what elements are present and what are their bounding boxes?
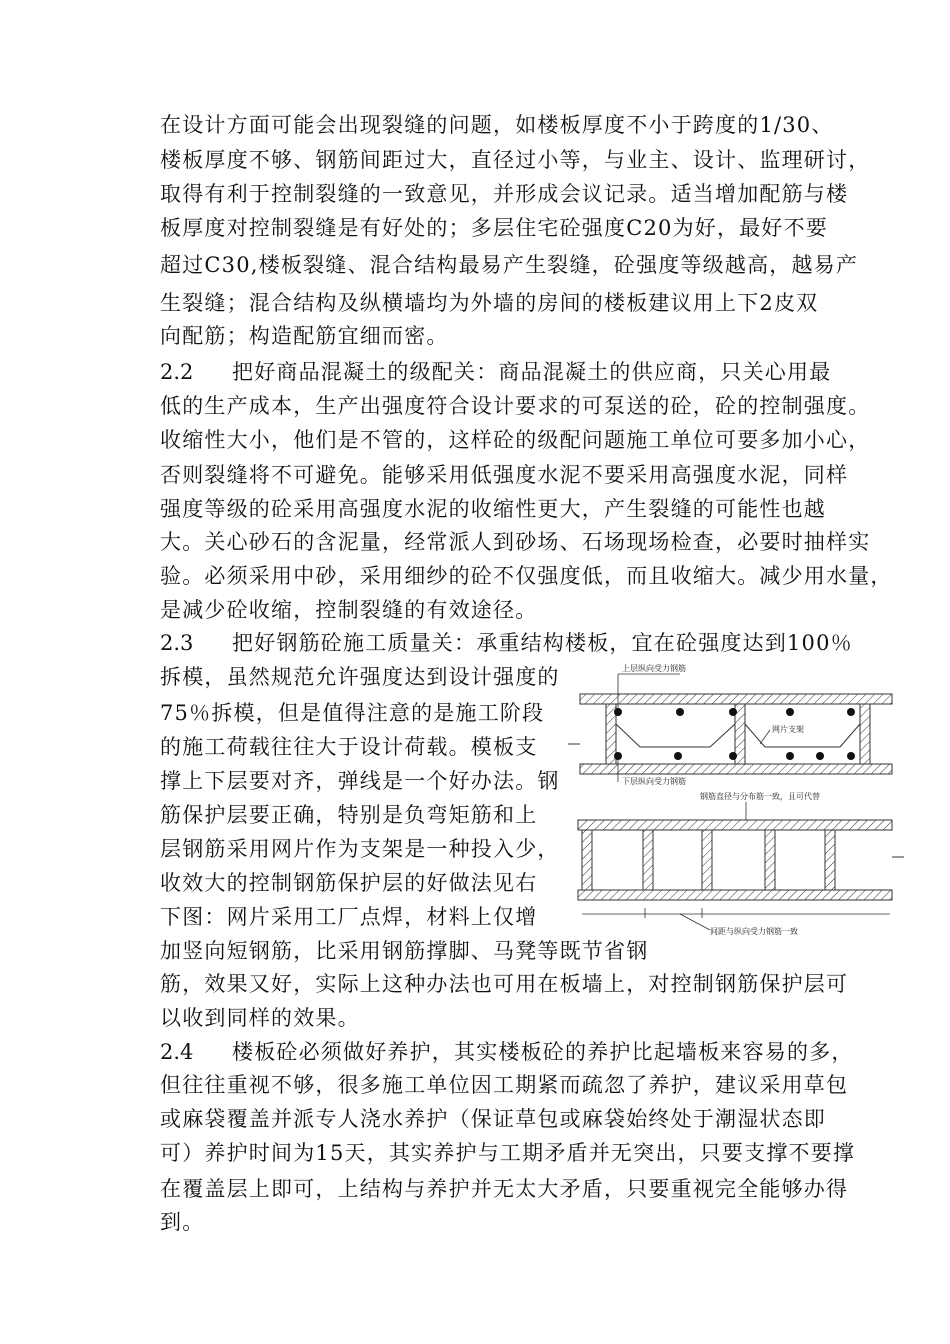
- intro-line: 生裂缝；混合结构及纵横墙均为外墙的房间的楼板建议用上下2皮双: [160, 291, 819, 315]
- intro-line: 向配筋；构造配筋宜细而密。: [160, 324, 449, 348]
- section-2-3-line: 下图：网片采用工厂点焊，材料上仅增: [160, 905, 538, 929]
- label-top-rebar: 上层纵向受力钢筋: [622, 664, 686, 673]
- intro-line: 板厚度对控制裂缝是有好处的；多层住宅砼强度C20为好，最好不要: [160, 216, 828, 240]
- section-number: 2.4: [160, 1040, 194, 1064]
- section-2-4-line: 可）养护时间为15天，其实养护与工期矛盾并无突出，只要支撑不要撑: [160, 1141, 856, 1165]
- section-2-3-line: 75％拆模，但是值得注意的是施工阶段: [160, 701, 545, 725]
- section-2-4-line: 在覆盖层上即可，上结构与养护并无太大矛盾，只要重视完全能够办得: [160, 1177, 849, 1201]
- section-2-4-line: 到。: [160, 1210, 205, 1234]
- label-diameter-note: 钢筋直径与分布筋一致，且可代替: [700, 792, 820, 801]
- bottom-rebar-dot: [674, 752, 682, 760]
- bottom-rebar-dot: [786, 752, 794, 760]
- intro-line: 在设计方面可能会出现裂缝的问题，如楼板厚度不小于跨度的1/30、: [160, 113, 834, 137]
- section-2-2-line: 强度等级的砼采用高强度水泥的收缩性更大，产生裂缝的可能性也越: [160, 497, 826, 521]
- section-2-4-heading: [160, 1042, 854, 1063]
- bottom-slab-hatch: [580, 764, 892, 774]
- section-2-4-line: 或麻袋覆盖并派专人浇水养护（保证草包或麻袋始终处于潮湿状态即: [160, 1107, 826, 1131]
- section-2-3-heading: [160, 633, 853, 654]
- section-2-2-line: 验。必须采用中砂，采用细纱的砼不仅强度低，而且收缩大。减少用水量，: [160, 564, 893, 588]
- top-rebar-dot: [729, 708, 737, 716]
- plan-bottom-hatch: [578, 890, 892, 900]
- intro-line: 取得有利于控制裂缝的一致意见，并形成会议记录。适当增加配筋与楼: [160, 182, 849, 206]
- bottom-rebar-dot: [816, 752, 824, 760]
- section-2-3-line: 收效大的控制钢筋保护层的好做法见右: [160, 871, 538, 895]
- section-first-line: 把好商品混凝土的级配关：商品混凝土的供应商，只关心用最: [232, 360, 832, 384]
- intro-line: 超过C30,楼板裂缝、混合结构最易产生裂缝，砼强度等级越高，越易产: [160, 253, 859, 277]
- section-2-3-line: 筋保护层要正确，特别是负弯矩筋和上: [160, 803, 538, 827]
- section-2-3-line: 撑上下层要对齐，弹线是一个好办法。钢: [160, 769, 560, 793]
- section-2-2-line: 是减少砼收缩，控制裂缝的有效途径。: [160, 598, 538, 622]
- section-2-3-line: 以收到同样的效果。: [160, 1006, 360, 1030]
- plan-view: [578, 791, 904, 936]
- section-view: [568, 663, 892, 786]
- section-2-3-line: 层钢筋采用网片作为支架是一种投入少，: [160, 837, 560, 861]
- section-first-line: 把好钢筋砼施工质量关：承重结构楼板，宜在砼强度达到100％: [232, 631, 853, 655]
- section-2-3-line: 加竖向短钢筋，比采用钢筋撑脚、马凳等既节省钢: [160, 939, 649, 963]
- section-2-3-line: 筋，效果又好，实际上这种办法也可用在板墙上，对控制钢筋保护层可: [160, 972, 849, 996]
- label-spacing-note: 间距与纵向受力钢筋一致: [710, 927, 798, 936]
- section-2-3-line: 拆模，虽然规范允许强度达到设计强度的: [160, 665, 560, 689]
- label-mesh-support: 网片支架: [772, 725, 804, 734]
- section-first-line: 楼板砼必须做好养护，其实楼板砼的养护比起墙板来容易的多，: [232, 1040, 854, 1064]
- top-rebar-dot: [614, 708, 622, 716]
- section-2-2-heading: [160, 362, 831, 383]
- plan-top-hatch: [578, 820, 892, 830]
- top-rebar-dot: [786, 708, 794, 716]
- top-slab-hatch: [580, 694, 892, 704]
- bottom-rebar-dot: [847, 752, 855, 760]
- intro-line: 楼板厚度不够、钢筋间距过大，直径过小等，与业主、设计、监理研讨，: [160, 148, 871, 172]
- bottom-rebar-dot: [614, 752, 622, 760]
- section-number: 2.3: [160, 631, 194, 655]
- label-bottom-rebar: 下层纵向受力钢筋: [622, 777, 686, 786]
- top-rebar-dot: [676, 708, 684, 716]
- section-2-4-line: 但往往重视不够，很多施工单位因工期紧而疏忽了养护，建议采用草包: [160, 1073, 849, 1097]
- section-number: 2.2: [160, 360, 194, 384]
- top-rebar-dot: [847, 708, 855, 716]
- section-2-2-line: 收缩性大小，他们是不管的，这样砼的级配问题施工单位可要多加小心，: [160, 428, 871, 452]
- rebar-mesh-diagram: [560, 652, 910, 952]
- section-2-2-line: 大。关心砂石的含泥量，经常派人到砂场、石场现场检查，必要时抽样实: [160, 530, 871, 554]
- section-2-2-line: 低的生产成本，生产出强度符合设计要求的可泵送的砼，砼的控制强度。: [160, 394, 871, 418]
- section-2-2-line: 否则裂缝将不可避免。能够采用低强度水泥不要采用高强度水泥，同样: [160, 463, 849, 487]
- section-2-3-line: 的施工荷载往往大于设计荷载。模板支: [160, 735, 538, 759]
- bottom-rebar-dot: [729, 752, 737, 760]
